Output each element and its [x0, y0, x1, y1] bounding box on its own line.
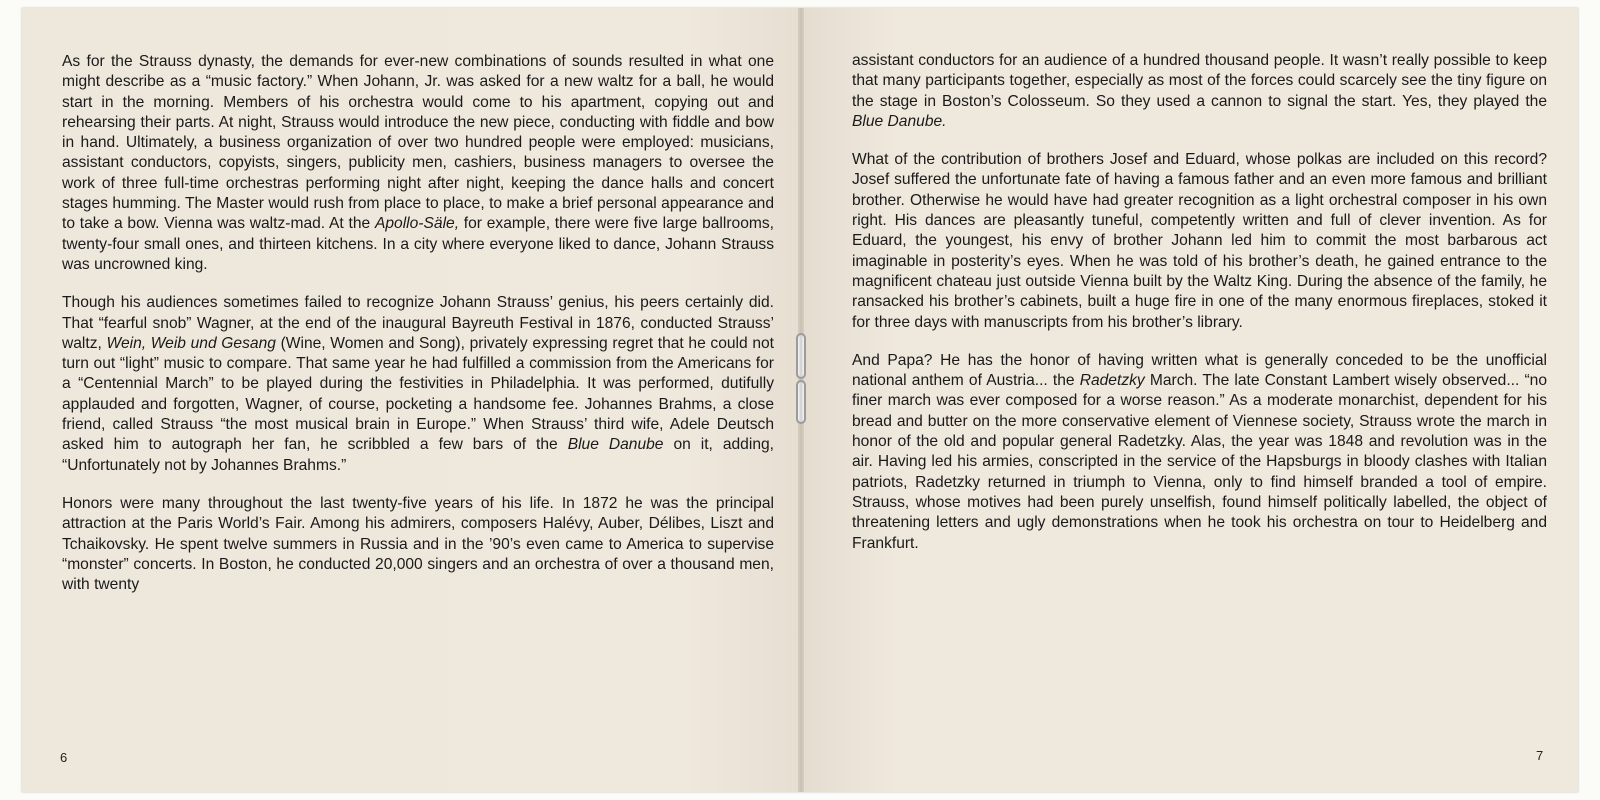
- paragraph: [852, 51, 1547, 132]
- page-number: 6: [60, 750, 68, 765]
- text-run: assistant conductors for an audience of a hundred thousand people. It wasn’t really possible to keep that many participants together, especially as most of the forces could scarcely see the tiny figure on the stage in Boston’s Colosseum. So they used a cannon to signal the start. Yes, they played the: [852, 52, 1547, 110]
- text-run: for example, there were five large ballrooms, twenty-four small ones, and thirteen kitchens. In a city where everyone liked to dance, Johann Strauss was uncrowned king.: [62, 215, 774, 273]
- text-run: on it, adding, “Unfortunately not by Johannes Brahms.”: [62, 436, 774, 474]
- italic-title: Radetzky: [1079, 372, 1145, 390]
- text-run: March. The late Constant Lambert wisely observed... “no finer march was ever composed for a worse reason.” As a moderate monarchist, dependent for his bread and butter on the more conservative element of Viennese society, Strauss wrote the march in honor of the old and popular general Radetzky. Alas, the year was 1848 and revolution was in the air. Having led his armies, conscripted in the service of the Hapsburgs in bloody clashes with Italian patriots, Radetzky returned in triumph to Vienna, only to find himself branded a tool of empire. Strauss, whose motives had been purely unselfish, found himself politically labelled, the object of threatening letters and ugly demonstrations when he took his orchestra on tour to Heidelberg and Frankfurt.: [852, 372, 1547, 552]
- italic-title: Wein, Weib und Gesang: [106, 334, 276, 352]
- left-page: [22, 8, 802, 792]
- paragraph: [62, 293, 774, 476]
- paragraph: [62, 494, 774, 595]
- paragraph: [852, 150, 1547, 333]
- staple-icon: [796, 333, 806, 379]
- page-number: 7: [1536, 748, 1544, 763]
- text-run: Though his audiences sometimes failed to recognize Johann Strauss’ genius, his peers certainly did. That “fearful snob” Wagner, at the end of the inaugural Bayreuth Festival in 1876, conducted Strauss’ waltz,: [62, 294, 774, 352]
- text-run: Honors were many throughout the last twenty-five years of his life. In 1872 he was the principal attraction at the Paris World’s Fair. Among his admirers, composers Halévy, Auber, Délibes, Liszt and Tchaikovsky. He spent twelve summers in Russia and in the ’90’s even came to America to supervise “monster” concerts. In Boston, he conducted 20,000 singers and an orchestra of over a thousand men, with twenty: [62, 494, 774, 594]
- italic-title: Apollo-Säle,: [374, 215, 460, 233]
- staple-icon: [796, 380, 806, 424]
- left-page-text: [62, 52, 774, 613]
- text-run: And Papa? He has the honor of having written what is generally conceded to be the unofficial national anthem of Austria... the: [852, 351, 1547, 390]
- right-page-text: [852, 51, 1547, 572]
- right-page: [802, 8, 1578, 792]
- paragraph: [852, 351, 1547, 554]
- text-run: What of the contribution of brothers Josef and Eduard, whose polkas are included on this record? Josef suffered the unfortunate fate of having a famous father and an even more famous and brilliant brother. Otherwise he would have had greater recognition as a light orchestral composer in his own right. His dances are pleasantly tuneful, competently written and full of clever invention. As for Eduard, the youngest, his envy of brother Johann led him to commit the most barbarous act imaginable in posterity’s eyes. When he was told of his brother’s death, he gained entrance to the magnificent chateau just outside Vienna built by the Waltz King. During the absence of the family, he ransacked his brother’s cabinets, built a huge fire in one of the many enormous fireplaces, stoked it for three days with manuscripts from his brother’s library.: [852, 151, 1547, 331]
- text-run: As for the Strauss dynasty, the demands for ever-new combinations of sounds resulted in what one might describe as a “music factory.” When Johann, Jr. was asked for a new waltz for a ball, he would start in the morning. Members of his orchestra would come to his apartment, copying out and rehearsing their parts. At night, Strauss would introduce the new piece, conducting with fiddle and bow in hand. Ultimately, a business organization of over two hundred people were employed: musicians, assistant conductors, copyists, singers, publicity men, cashiers, business managers to oversee the work of three full-time orchestras performing night after night, keeping the dance halls and concert stages humming. The Master would rush from place to place, to make a brief personal appearance and to take a bow. Vienna was waltz-mad. At the: [62, 53, 774, 233]
- paragraph: [62, 52, 774, 275]
- italic-title: Blue Danube: [567, 436, 664, 454]
- italic-title: Blue Danube.: [852, 112, 947, 130]
- text-run: (Wine, Women and Song), privately expressing regret that he could not turn out “light” music to compare. That same year he had fulfilled a commission from the Americans for a “Centennial March” to be played during the festivities in Philadelphia. It was performed, dutifully applauded and forgotten, Wagner, of course, pocketing a handsome fee. Johannes Brahms, a close friend, called Strauss “the most musical brain in Europe.” When Strauss’ third wife, Adele Deutsch asked him to autograph her fan, he scribbled a few bars of the: [62, 334, 774, 454]
